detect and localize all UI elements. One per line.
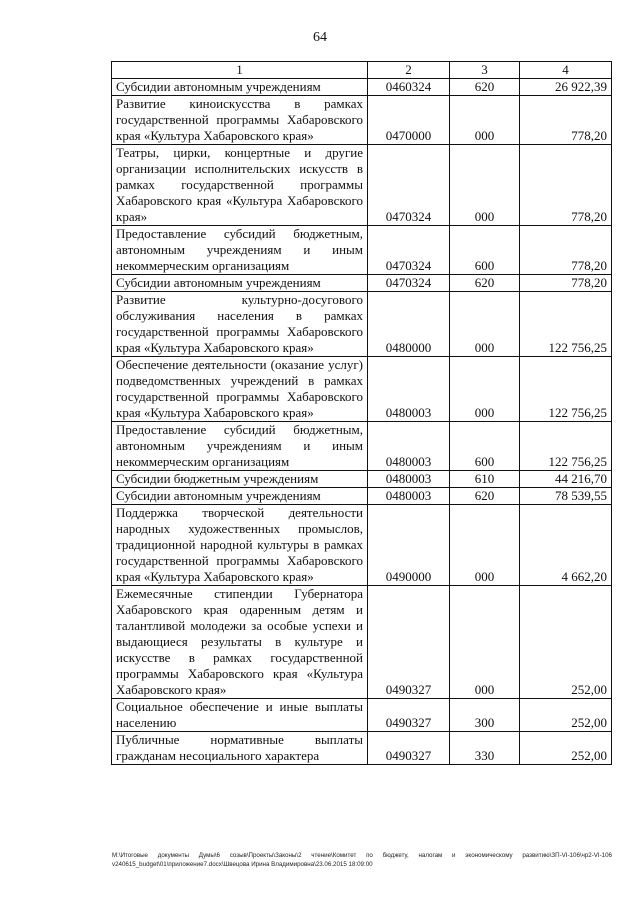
row-kind-cell: 000 xyxy=(450,96,520,145)
row-name-cell: Театры, цирки, концертные и другие организации исполнительских искусств в рамках государственной программы Хабаровского края «Культура Хабаровского края» xyxy=(112,145,368,226)
row-name-cell: Ежемесячные стипендии Губернатора Хабаровского края одаренным детям и талантливой молодежи за особые успехи и выдающиеся результаты в культуре и искусстве в рамках государственной программы Хабаровского края «Культура Хабаровского края» xyxy=(112,586,368,699)
row-name-cell: Предоставление субсидий бюджетным, автономным учреждениям и иным некоммерческим организациям xyxy=(112,226,368,275)
row-code-cell: 0490327 xyxy=(368,732,450,765)
row-code-cell: 0490000 xyxy=(368,505,450,586)
row-kind-cell: 000 xyxy=(450,145,520,226)
header-col-1: 1 xyxy=(112,62,368,79)
row-amount-cell: 778,20 xyxy=(520,96,612,145)
row-amount-cell: 252,00 xyxy=(520,699,612,732)
row-amount-cell: 44 216,70 xyxy=(520,471,612,488)
row-name-cell: Предоставление субсидий бюджетным, автономным учреждениям и иным некоммерческим организациям xyxy=(112,422,368,471)
row-code-cell: 0490327 xyxy=(368,586,450,699)
row-name-cell: Развитие киноискусства в рамках государственной программы Хабаровского края «Культура Хабаровского края» xyxy=(112,96,368,145)
table-row xyxy=(112,226,612,275)
row-kind-cell: 000 xyxy=(450,292,520,357)
row-kind-cell: 600 xyxy=(450,226,520,275)
row-name-cell: Развитие культурно-досугового обслуживания населения в рамках государственной программы Хабаровского края «Культура Хабаровского края» xyxy=(112,292,368,357)
row-name-cell: Субсидии бюджетным учреждениям xyxy=(112,471,368,488)
table-row xyxy=(112,96,612,145)
row-kind-cell: 000 xyxy=(450,505,520,586)
document-path-footer: M:\Итоговые документы Думы\6 созыв\Проекты\Законы\2 чтение\Комитет по бюджету, налогам и экономическому развитию\ЗП-VI-106\чр2-VI-106 v240615_budget\01\приложение7.docx\Швецова Ирина Владимировна\23.06.2015 18:09:00 xyxy=(112,852,612,868)
row-amount-cell: 78 539,55 xyxy=(520,488,612,505)
header-col-4: 4 xyxy=(520,62,612,79)
table-row xyxy=(112,586,612,699)
row-amount-cell: 252,00 xyxy=(520,732,612,765)
table-row xyxy=(112,275,612,292)
table-row xyxy=(112,488,612,505)
row-amount-cell: 778,20 xyxy=(520,275,612,292)
row-amount-cell: 26 922,39 xyxy=(520,79,612,96)
table-row xyxy=(112,505,612,586)
row-kind-cell: 300 xyxy=(450,699,520,732)
row-code-cell: 0480003 xyxy=(368,471,450,488)
table-row xyxy=(112,357,612,422)
table-row xyxy=(112,79,612,96)
row-name-cell: Социальное обеспечение и иные выплаты населению xyxy=(112,699,368,732)
row-kind-cell: 000 xyxy=(450,586,520,699)
page-number: 64 xyxy=(313,30,327,45)
row-name-cell: Субсидии автономным учреждениям xyxy=(112,488,368,505)
row-kind-cell: 330 xyxy=(450,732,520,765)
row-code-cell: 0480000 xyxy=(368,292,450,357)
table-row xyxy=(112,292,612,357)
row-amount-cell: 4 662,20 xyxy=(520,505,612,586)
row-amount-cell: 122 756,25 xyxy=(520,422,612,471)
row-kind-cell: 620 xyxy=(450,275,520,292)
row-code-cell: 0470324 xyxy=(368,275,450,292)
row-name-cell: Обеспечение деятельности (оказание услуг) подведомственных учреждений в рамках государственной программы Хабаровского края «Культура Хабаровского края» xyxy=(112,357,368,422)
row-code-cell: 0480003 xyxy=(368,422,450,471)
row-name-cell: Субсидии автономным учреждениям xyxy=(112,275,368,292)
row-code-cell: 0470324 xyxy=(368,226,450,275)
table-row xyxy=(112,471,612,488)
row-kind-cell: 610 xyxy=(450,471,520,488)
row-amount-cell: 122 756,25 xyxy=(520,357,612,422)
table-row xyxy=(112,422,612,471)
row-code-cell: 0490327 xyxy=(368,699,450,732)
row-code-cell: 0470324 xyxy=(368,145,450,226)
table-row xyxy=(112,699,612,732)
row-name-cell: Публичные нормативные выплаты гражданам несоциального характера xyxy=(112,732,368,765)
row-amount-cell: 778,20 xyxy=(520,145,612,226)
budget-table xyxy=(111,61,612,765)
row-code-cell: 0460324 xyxy=(368,79,450,96)
header-col-3: 3 xyxy=(450,62,520,79)
row-kind-cell: 620 xyxy=(450,79,520,96)
row-name-cell: Поддержка творческой деятельности народных художественных промыслов, традиционной народной культуры в рамках государственной программы Хабаровского края «Культура Хабаровского края» xyxy=(112,505,368,586)
row-code-cell: 0480003 xyxy=(368,488,450,505)
row-amount-cell: 252,00 xyxy=(520,586,612,699)
row-kind-cell: 000 xyxy=(450,357,520,422)
row-code-cell: 0480003 xyxy=(368,357,450,422)
row-amount-cell: 778,20 xyxy=(520,226,612,275)
table-row xyxy=(112,145,612,226)
row-kind-cell: 620 xyxy=(450,488,520,505)
row-code-cell: 0470000 xyxy=(368,96,450,145)
header-col-2: 2 xyxy=(368,62,450,79)
row-name-cell: Субсидии автономным учреждениям xyxy=(112,79,368,96)
row-kind-cell: 600 xyxy=(450,422,520,471)
row-amount-cell: 122 756,25 xyxy=(520,292,612,357)
table-header-row xyxy=(112,62,612,79)
table-row xyxy=(112,732,612,765)
